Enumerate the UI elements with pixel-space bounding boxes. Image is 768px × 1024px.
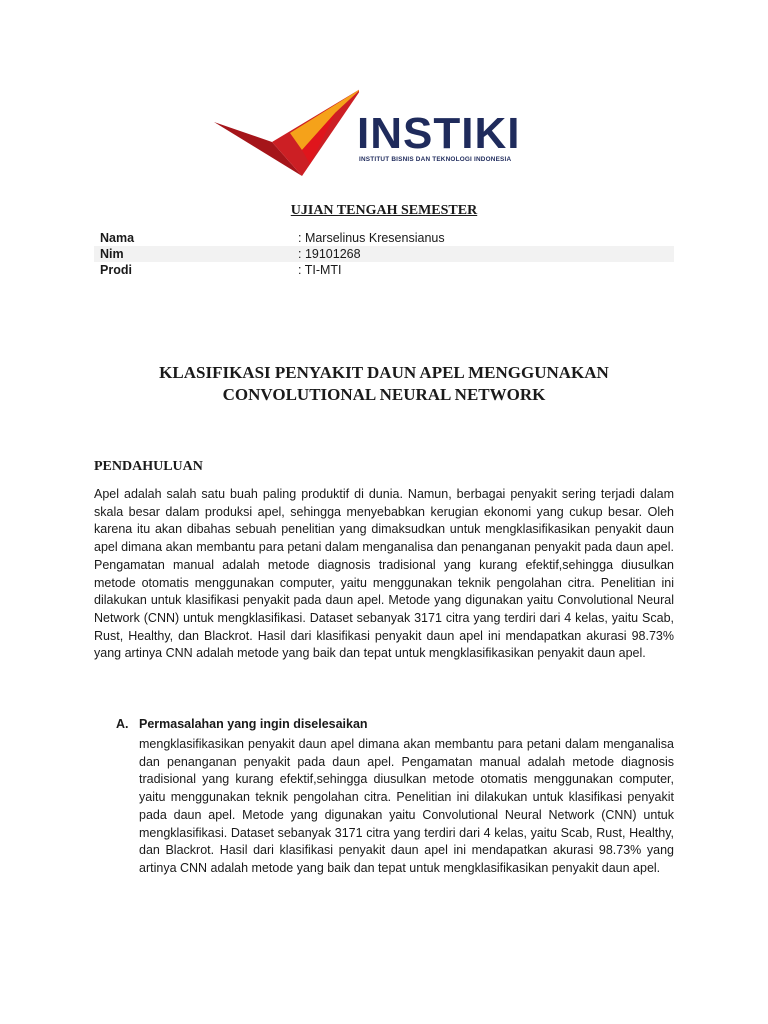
info-row-nim xyxy=(94,246,674,262)
document-title xyxy=(0,362,768,406)
student-info-table xyxy=(94,230,674,278)
section-heading: PENDAHULUAN xyxy=(94,459,203,474)
document-title-line-2: CONVOLUTIONAL NEURAL NETWORK xyxy=(222,385,546,404)
info-row-nama xyxy=(94,230,674,246)
info-label: Prodi xyxy=(100,263,132,277)
logo-tagline: INSTITUT BISNIS DAN TEKNOLOGI INDONESIA xyxy=(359,156,512,163)
info-value: : TI-MTI xyxy=(298,263,342,277)
info-value: : Marselinus Kresensianus xyxy=(298,231,445,245)
logo-mark-icon xyxy=(214,86,359,176)
document-title-line-1: KLASIFIKASI PENYAKIT DAUN APEL MENGGUNAKAN xyxy=(159,363,609,382)
subsection-marker: A. xyxy=(116,717,129,731)
info-value: : 19101268 xyxy=(298,247,361,261)
info-row-prodi xyxy=(94,262,674,278)
intro-paragraph: Apel adalah salah satu buah paling produktif di dunia. Namun, berbagai penyakit sering terjadi dalam skala besar dalam produksi apel, sehingga menyebabkan kerugian ekonomi yang cukup besar. Oleh karena itu akan dibahas sebuah penelitian yang dimaksudkan untuk mengklasifikasikan penyakit daun apel dimana akan membantu para petani dalam menganalisa dan penanganan penyakit pada daun apel. Pengamatan manual adalah metode diagnosis tradisional yang kurang efektif,sehingga diusulkan metode otomatis menggunakan computer, yaitu menggunakan teknik pengolahan citra. Penelitian ini dilakukan untuk klasifikasi penyakit pada daun apel. Metode yang digunakan yaitu Convolutional Neural Network (CNN) untuk mengklasifikasi. Dataset sebanyak 3171 citra yang terdiri dari 4 kelas, yaitu Scab, Rust, Healthy, dan Blackrot. Hasil dari klasifikasi penyakit daun apel ini mendapatkan akurasi 98.73% yang artinya CNN adalah metode yang baik dan tepat untuk mengklasifikasikan penyakit daun apel. xyxy=(94,487,674,661)
info-label: Nama xyxy=(100,231,135,245)
instiki-logo xyxy=(214,86,559,176)
subsection-paragraph: mengklasifikasikan penyakit daun apel dimana akan membantu para petani dalam menganalisa dan penanganan penyakit pada daun apel. Pengamatan manual adalah metode diagnosis tradisional yang kurang efektif,sehingga diusulkan metode otomatis menggunakan computer, yaitu menggunakan teknik pengolahan citra. Penelitian ini dilakukan untuk klasifikasi penyakit pada daun apel. Metode yang digunakan yaitu Convolutional Neural Network (CNN) untuk mengklasifikasi. Dataset sebanyak 3171 citra yang terdiri dari 4 kelas, yaitu Scab, Rust, Healthy, dan Blackrot. Hasil dari klasifikasi penyakit daun apel ini mendapatkan akurasi 98.73% yang artinya CNN adalah metode yang baik dan tepat untuk mengklasifikasikan penyakit daun apel. xyxy=(139,737,674,875)
info-label: Nim xyxy=(100,247,124,261)
logo-wordmark: INSTIKI xyxy=(357,109,521,158)
exam-title: UJIAN TENGAH SEMESTER xyxy=(290,203,478,218)
subsection-heading: Permasalahan yang ingin diselesaikan xyxy=(139,717,368,731)
